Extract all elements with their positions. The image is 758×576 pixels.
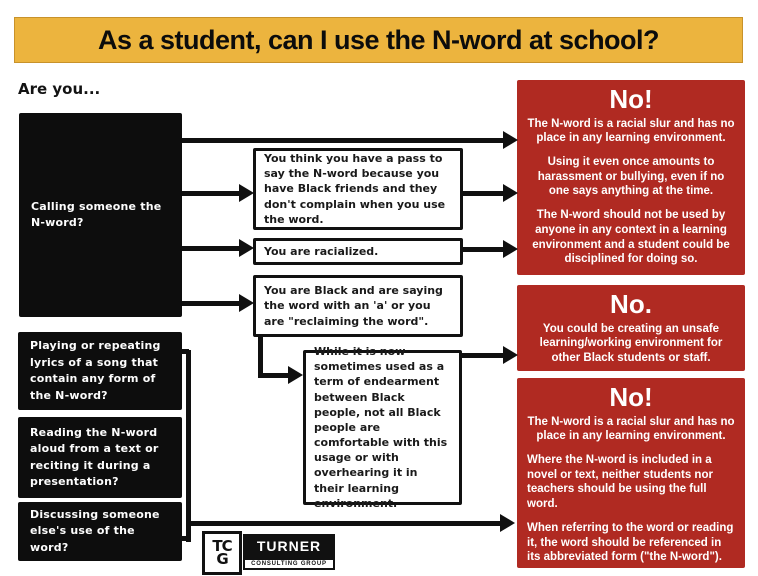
condition-pass-black-friends <box>253 148 463 230</box>
answer-heading: No! <box>609 382 653 412</box>
question-playing-lyrics <box>18 332 182 410</box>
condition-text: You think you have a pass to say the N-word because you have Black friends and they don't complain when you use the word. <box>264 152 446 226</box>
arrow-condition4-to-answer2 <box>462 353 504 358</box>
condition-term-of-endearment <box>303 345 462 510</box>
logo-tagline: CONSULTING GROUP <box>243 558 335 570</box>
title-banner <box>14 17 743 63</box>
answer-no-1 <box>517 80 745 275</box>
condition-reclaiming-word <box>253 275 463 337</box>
answer-paragraph: You could be creating an unsafe learning/working environment for other Black students or staff. <box>539 322 723 365</box>
logo-company-name: TURNER <box>243 534 335 558</box>
arrow-questions-to-answer3 <box>186 521 501 526</box>
arrow-q1-to-condition3 <box>182 301 240 306</box>
page-title: As a student, can I use the N-word at school? <box>97 24 660 55</box>
condition-text: While it is now sometimes used as a term of endearment between Black people, not all Black people are comfortable with this usage or with overhearing it in their learning environment. <box>314 345 448 510</box>
arrow-q1-to-condition1 <box>182 191 240 196</box>
tcg-monogram-logo <box>202 531 242 575</box>
arrowhead-icon <box>239 239 254 257</box>
answer-paragraph: The N-word is a racial slur and has no place in any learning environment. <box>527 117 735 145</box>
answer-paragraph: When referring to the word or reading it, the word should be referenced in its abbreviated form ("the N-word"). <box>527 521 734 564</box>
arrowhead-icon <box>239 184 254 202</box>
answer-heading: No. <box>610 289 652 319</box>
arrowhead-icon <box>288 366 303 384</box>
answer-heading: No! <box>609 84 653 114</box>
arrowhead-icon <box>239 294 254 312</box>
condition-racialized <box>253 238 463 265</box>
logo-letters-bottom: G <box>216 550 228 568</box>
question-text: Discussing someone else's use of the word? <box>30 507 160 554</box>
arrowhead-icon <box>503 131 518 149</box>
intro-label: Are you... <box>18 80 101 98</box>
arrow-q1-to-answer1 <box>182 138 504 143</box>
answer-paragraph: The N-word is a racial slur and has no place in any learning environment. <box>527 415 735 443</box>
connector-condition3-down <box>258 337 263 378</box>
question-text: Playing or repeating lyrics of a song that contain any form of the N-word? <box>30 339 161 402</box>
question-reading-aloud <box>18 417 182 498</box>
connector-q4-stub <box>180 536 189 541</box>
arrow-q1-to-condition2 <box>182 246 240 251</box>
answer-paragraph: Using it even once amounts to harassment or bullying, even if no one says anything at the time. <box>537 156 725 198</box>
answer-no-2 <box>517 285 745 371</box>
answer-paragraph: Where the N-word is included in a novel or text, neither students nor teachers should be using the full word. <box>527 454 713 511</box>
condition-text: You are Black and are saying the word with an 'a' or you are "reclaiming the word". <box>264 284 443 328</box>
arrow-condition2-to-answer1 <box>463 247 504 252</box>
question-text: Calling someone the N-word? <box>31 199 162 229</box>
arrow-condition1-to-answer1 <box>463 191 504 196</box>
arrowhead-icon <box>503 240 518 258</box>
arrowhead-icon <box>503 346 518 364</box>
answer-paragraph: The N-word should not be used by anyone in any context in a learning environment and a student could be disciplined for doing so. <box>532 209 730 266</box>
logo-letters-top: TC <box>212 537 232 556</box>
connector-lower-vertical <box>186 350 191 542</box>
answer-no-3 <box>517 378 745 568</box>
arrowhead-icon <box>503 184 518 202</box>
arrowhead-icon <box>500 514 515 532</box>
question-calling-someone <box>19 113 182 317</box>
condition-text: You are racialized. <box>264 244 379 258</box>
question-text: Reading the N-word aloud from a text or reciting it during a presentation? <box>30 425 159 488</box>
question-discussing-use <box>18 502 182 561</box>
arrow-condition3-to-condition4 <box>258 373 289 378</box>
